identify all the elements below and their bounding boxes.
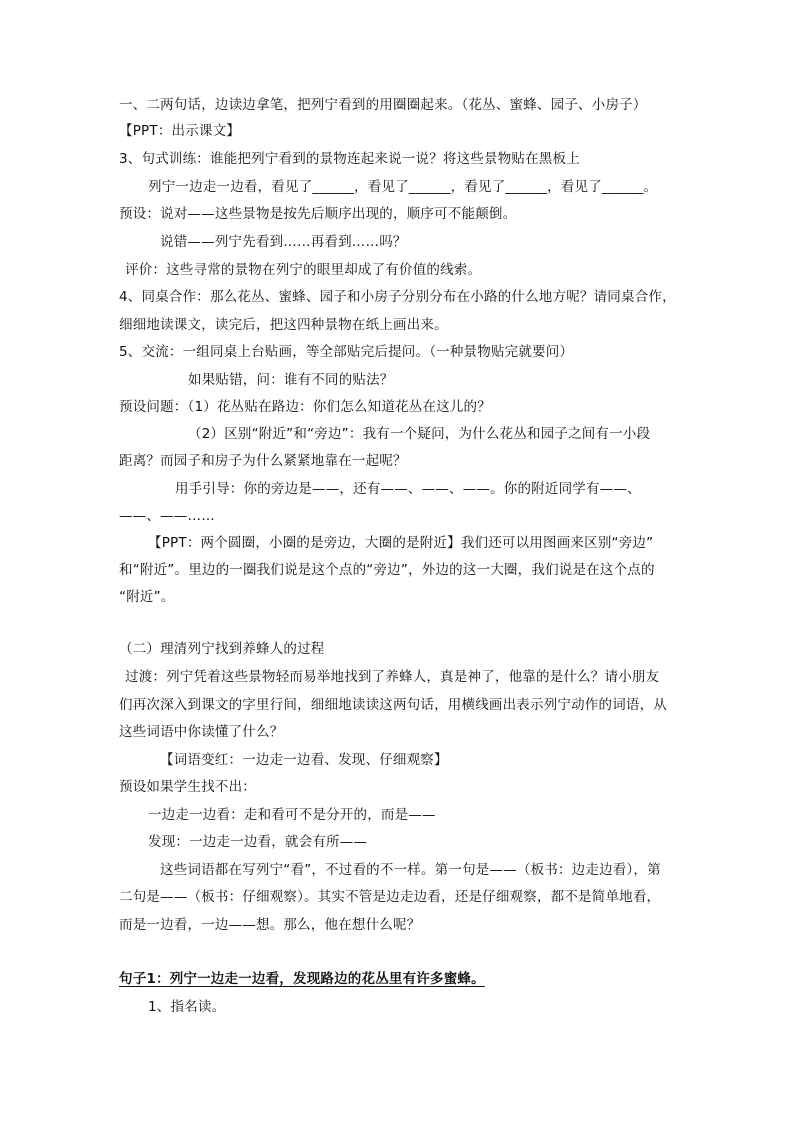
text-line: 这些词语都在写列宁“看”，不过看的不一样。第一句是——（板书：边走边看），第	[160, 862, 661, 878]
text-line: 距离？而园子和房子为什么紧紧地靠在一起呢？	[119, 453, 407, 469]
text-line: 【PPT：两个圆圈，小圈的是旁边，大圈的是附近】我们还可以用图画来区别“旁边”	[148, 535, 654, 551]
text-line: 预设如果学生找不出：	[119, 779, 256, 795]
text-line: 细细地读课文，读完后，把这四种景物在纸上画出来。	[119, 317, 448, 333]
text-line: 和“附近”。里边的一圈我们说是这个点的“旁边”，外边的这一大圈，我们说是在这个点的	[119, 562, 655, 578]
text-line: ——、——……	[119, 508, 215, 524]
text-line: 如果贴错，问：谁有不同的贴法？	[188, 372, 394, 388]
text-line: 过渡：列宁凭着这些景物轻而易举地找到了养蜂人，真是神了，他靠的是什么？请小朋友	[125, 669, 660, 685]
text-line: 【词语变红：一边走一边看、发现、仔细观察】	[160, 752, 448, 768]
sentence-heading: 句子1：列宁一边走一边看，发现路边的花丛里有许多蜜蜂。	[119, 971, 485, 987]
text-line: 【PPT：出示课文】	[119, 123, 241, 139]
text-line: 列宁一边走一边看，看见了______，看见了______，看见了______，看见了______。	[148, 179, 658, 195]
section-heading: （二）理清列宁找到养蜂人的过程	[119, 641, 325, 657]
text-line: 预设问题：（1）花丛贴在路边：你们怎么知道花丛在这儿的？	[119, 399, 491, 415]
text-line: 4、同桌合作：那么花丛、蜜蜂、园子和小房子分别分布在小路的什么地方呢？请同桌合作，	[119, 289, 676, 305]
text-line: 1、指名读。	[148, 999, 226, 1015]
text-line: 一边走一边看：走和看可不是分开的，而是——	[148, 807, 436, 823]
text-line: 说错——列宁先看到……再看到……吗？	[160, 234, 407, 250]
text-line: （2）区别“附近”和“旁边”：我有一个疑问，为什么花丛和园子之间有一小段	[188, 426, 651, 442]
text-line: 一、二两句话，边读边拿笔，把列宁看到的用圈圈起来。（花丛、蜜蜂、园子、小房子）	[119, 97, 647, 113]
text-line: 5、交流：一组同桌上台贴画，等全部贴完后提问。（一种景物贴完就要问）	[119, 344, 574, 360]
text-line: “附近”。	[119, 589, 175, 605]
text-line: 二句是——（板书：仔细观察）。其实不管是边走边看，还是仔细观察，都不是简单地看，	[119, 889, 661, 905]
text-line: 发现：一边走一边看，就会有所——	[148, 834, 368, 850]
text-line: 评价：这些寻常的景物在列宁的眼里却成了有价值的线索。	[125, 262, 482, 278]
text-line: 们再次深入到课文的字里行间，细细地读读这两句话，用横线画出表示列宁动作的词语，从	[119, 697, 667, 713]
text-line: 用手引导：你的旁边是——，还有——、——、——。你的附近同学有——、	[175, 481, 641, 497]
text-line: 3、句式训练：谁能把列宁看到的景物连起来说一说？将这些景物贴在黑板上	[119, 151, 580, 167]
text-line: 而是一边看，一边——想。那么，他在想什么呢？	[119, 917, 421, 933]
text-line: 预设：说对——这些景物是按先后顺序出现的，顺序可不能颠倒。	[119, 206, 517, 222]
text-line: 这些词语中你读懂了什么？	[119, 724, 284, 740]
